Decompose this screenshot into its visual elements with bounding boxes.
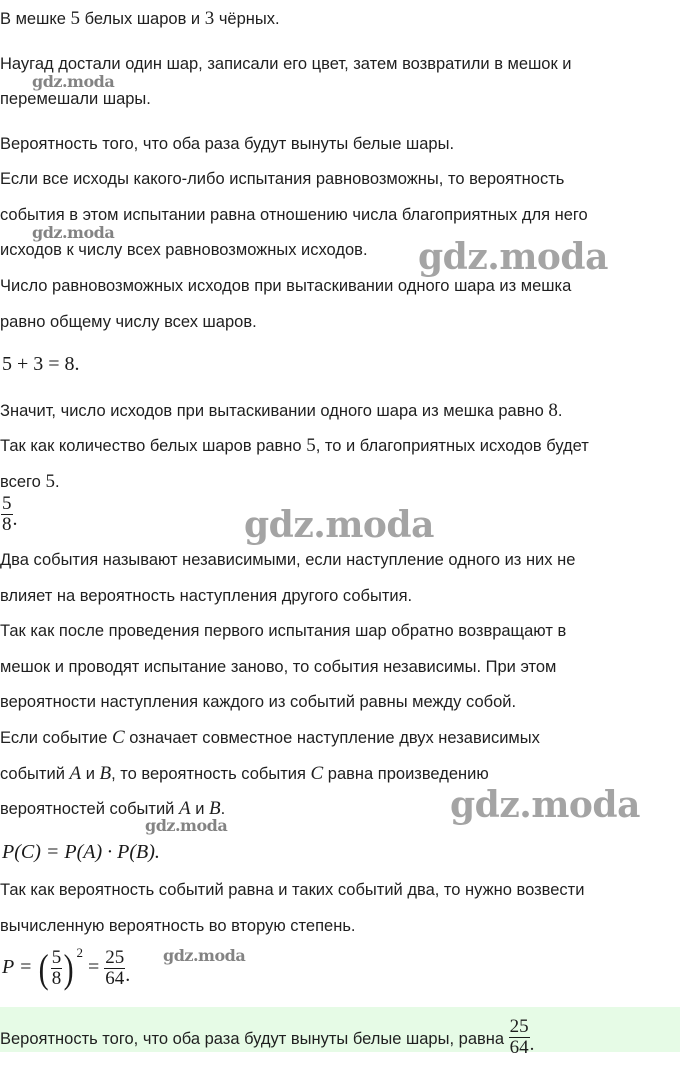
- text-line-9: равно общему числу всех шаров.: [0, 313, 257, 331]
- watermark-logo: gdz.moda: [418, 236, 608, 278]
- answer-box: [0, 1007, 680, 1058]
- formula-sum: 5 + 3 = 8.: [2, 353, 80, 375]
- text-line-2: Наугад достали один шар, записали его цвет, затем возвратили в мешок и: [0, 55, 572, 73]
- watermark-logo: gdz.moda: [32, 72, 115, 91]
- text-line-8: Число равновозможных исходов при вытаскивании одного шара из мешка: [0, 277, 572, 295]
- text-line-7: исходов к числу всех равновозможных исходов.: [0, 241, 368, 259]
- formula-square: P = ( $\frac{5}{8}$ ) $^2$ = $\frac{25}{64}$ .: [2, 945, 131, 991]
- formula-product: P(C) = P(A) · P(B).: [2, 841, 160, 863]
- watermark-logo: gdz.moda: [163, 946, 246, 965]
- text-line-12: всего 5.: [0, 471, 60, 492]
- watermark-logo: gdz.moda: [145, 816, 228, 835]
- text-line-13: Два события называют независимыми, если наступление одного из них не: [0, 551, 576, 569]
- text-line-11: Так как количество белых шаров равно 5, то и благоприятных исходов будет: [0, 435, 589, 456]
- watermark-logo: gdz.moda: [32, 223, 115, 242]
- watermark-logo: gdz.moda: [244, 504, 434, 546]
- fraction-5-8: $\frac{5}{8}$ .: [2, 493, 18, 535]
- text-line-18: Если событие C означает совместное наступление двух независимых: [0, 727, 540, 748]
- text-line-19: событий A и B, то вероятность события C равна произведению: [0, 763, 489, 784]
- text-line-5: Если все исходы какого-либо испытания равновозможны, то вероятность: [0, 170, 565, 188]
- text-line-1: В мешке 5 белых шаров и 3 чёрных.: [0, 8, 280, 29]
- text-line-20: вероятностей событий A и B.: [0, 798, 226, 819]
- text-line-22: вычисленную вероятность во вторую степень.: [0, 917, 356, 935]
- text-line-16: мешок и проводят испытание заново, то события независимы. При этом: [0, 658, 557, 676]
- text-line-3: перемешали шары.: [0, 90, 151, 108]
- text-line-14: влияет на вероятность наступления другого события.: [0, 587, 413, 605]
- text-line-10: Значит, число исходов при вытаскивании одного шара из мешка равно 8.: [0, 400, 563, 421]
- text-line-6: события в этом испытании равна отношению числа благоприятных для него: [0, 206, 588, 224]
- text-line-15: Так как после проведения первого испытания шар обратно возвращают в: [0, 622, 567, 640]
- text-line-17: вероятности наступления каждого из событий равны между собой.: [0, 693, 517, 711]
- answer-text: Вероятность того, что оба раза будут вынуты белые шары, равна $\frac{25}{64}$ .: [0, 1016, 535, 1058]
- text-line-21: Так как вероятность событий равна и таких событий два, то нужно возвести: [0, 881, 585, 899]
- watermark-logo: gdz.moda: [450, 784, 640, 826]
- text-line-4: Вероятность того, что оба раза будут вынуты белые шары.: [0, 135, 455, 153]
